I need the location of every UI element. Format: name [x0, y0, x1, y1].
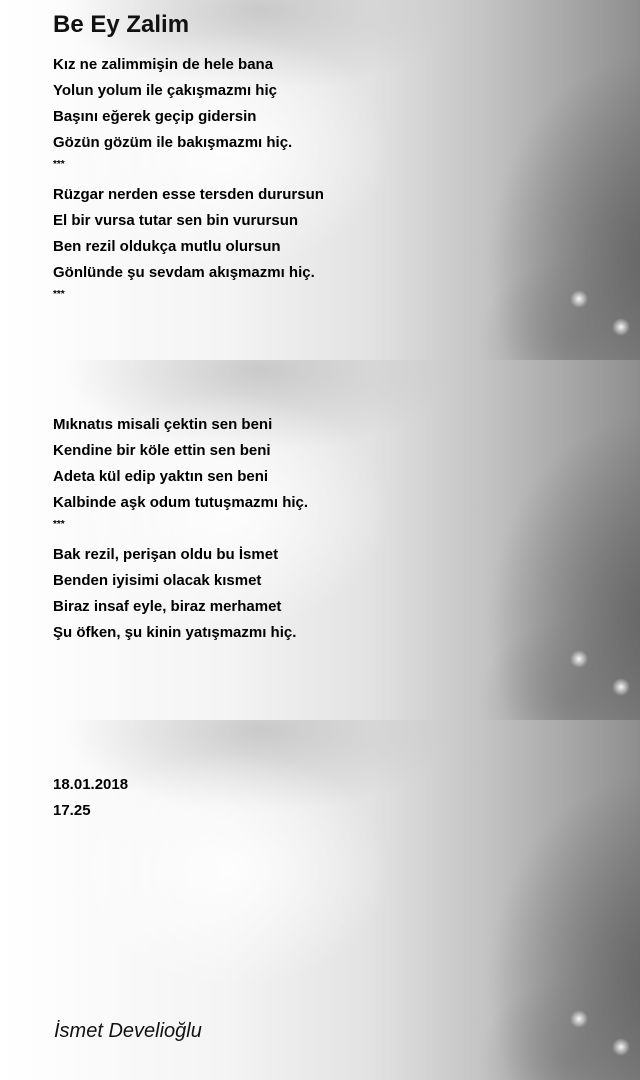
- sparkle-decoration: [612, 1038, 630, 1056]
- stanza-separator: ***: [53, 519, 65, 530]
- stanza-separator: ***: [53, 289, 65, 300]
- poem-line: Kız ne zalimmişin de hele bana: [53, 56, 274, 73]
- poem-title: Be Ey Zalim: [53, 11, 190, 38]
- poem-line: Gözün gözüm ile bakışmazmı hiç.: [53, 134, 293, 151]
- poem-line: Ben rezil oldukça mutlu olursun: [53, 238, 281, 255]
- poem-line: Kendine bir köle ettin sen beni: [53, 442, 271, 459]
- poem-panel-1: [0, 0, 640, 360]
- sparkle-decoration: [0, 472, 18, 490]
- sparkle-decoration: [612, 318, 630, 336]
- sparkle-decoration: [0, 112, 18, 130]
- stanza-separator: ***: [53, 159, 65, 170]
- poem-line: Bak rezil, perişan oldu bu İsmet: [53, 546, 279, 563]
- sparkle-decoration: [570, 1010, 588, 1028]
- poem-line: Mıknatıs misali çektin sen beni: [53, 416, 273, 433]
- poem-time: 17.25: [53, 802, 91, 819]
- poem-line: Şu öfken, şu kinin yatışmazmı hiç.: [53, 624, 297, 641]
- poem-line: Kalbinde aşk odum tutuşmazmı hiç.: [53, 494, 309, 511]
- sparkle-decoration: [570, 290, 588, 308]
- poem-date: 18.01.2018: [53, 776, 129, 793]
- poem-line: Biraz insaf eyle, biraz merhamet: [53, 598, 282, 615]
- author-signature: İsmet Develioğlu: [54, 1020, 202, 1042]
- poem-line: Gönlünde şu sevdam akışmazmı hiç.: [53, 264, 315, 281]
- poem-line: Adeta kül edip yaktın sen beni: [53, 468, 269, 485]
- sparkle-decoration: [0, 832, 18, 850]
- poem-line: Benden iyisimi olacak kısmet: [53, 572, 262, 589]
- poem-line: Yolun yolum ile çakışmazmı hiç: [53, 82, 277, 99]
- sparkle-decoration: [570, 650, 588, 668]
- sparkle-decoration: [612, 678, 630, 696]
- poem-panel-3: [0, 720, 640, 1080]
- poem-panel-2: [0, 360, 640, 720]
- poem-line: Rüzgar nerden esse tersden durursun: [53, 186, 324, 203]
- poem-line: El bir vursa tutar sen bin vurursun: [53, 212, 299, 229]
- poem-line: Başını eğerek geçip gidersin: [53, 108, 257, 125]
